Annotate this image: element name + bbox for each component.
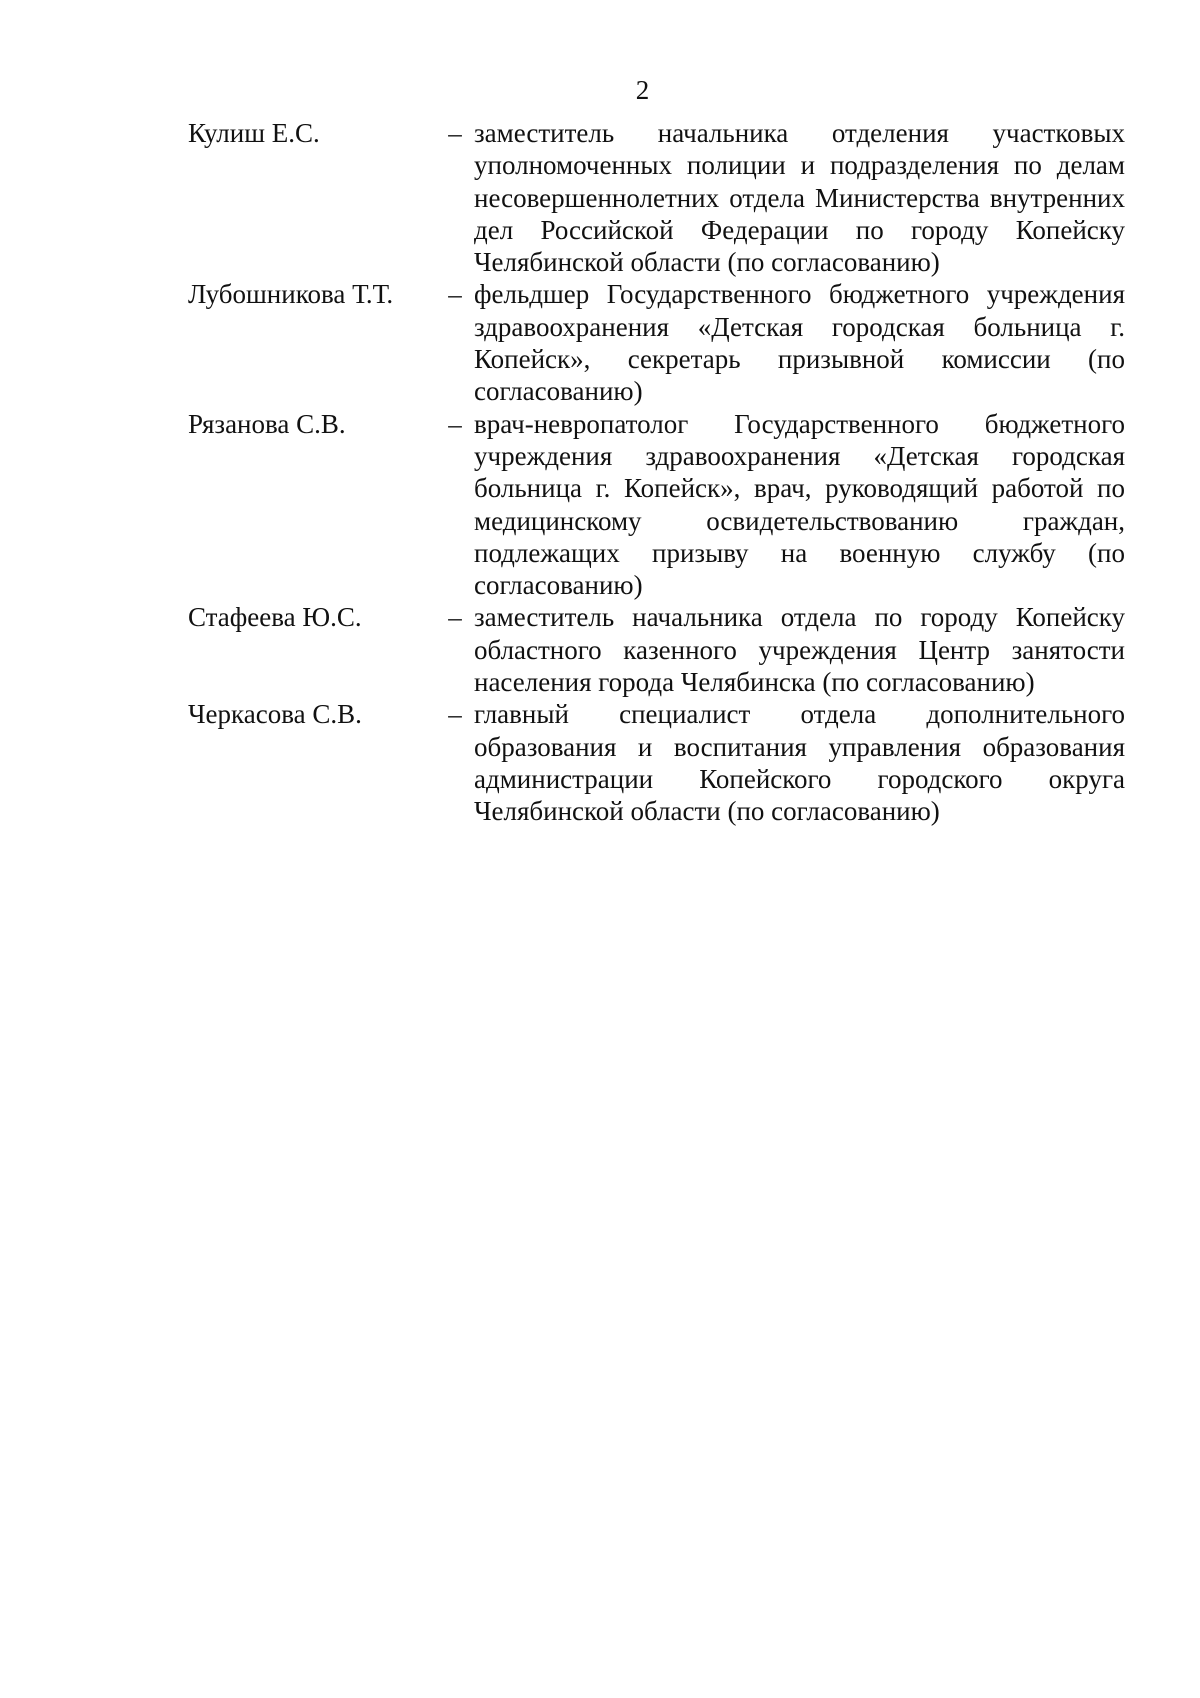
member-position: главный специалист отдела дополнительного образования и воспитания управления образования администрации Копейского городского округа Челябинской области (по согласованию) xyxy=(474,699,1125,827)
member-name: Стафеева Ю.С. xyxy=(188,602,362,633)
list-item xyxy=(188,698,1128,827)
dash-separator: – xyxy=(448,602,462,633)
member-position: заместитель начальника отделения участковых уполномоченных полиции и подразделения по делам несовершеннолетних отдела Министерства внутренних дел Российской Федерации по городу Копейску Челябинской области (по согласованию) xyxy=(474,118,1125,278)
member-name: Черкасова С.В. xyxy=(188,699,362,730)
page-number: 2 xyxy=(635,75,650,105)
members-list xyxy=(188,117,1128,828)
member-name: Лубошникова Т.Т. xyxy=(188,279,394,310)
member-position: заместитель начальника отдела по городу Копейску областного казенного учреждения Центр занятости населения города Челябинска (по согласованию) xyxy=(474,602,1125,698)
list-item xyxy=(188,117,1128,278)
list-item xyxy=(188,601,1128,698)
dash-separator: – xyxy=(448,408,462,439)
dash-separator: – xyxy=(448,699,462,730)
dash-separator: – xyxy=(448,118,462,148)
member-position: врач-невропатолог Государственного бюджетного учреждения здравоохранения «Детская городская больница г. Копейск», врач, руководящий работой по медицинскому освидетельствованию граждан, подлежащих призыву на военную службу (по согласованию) xyxy=(474,408,1125,601)
member-name: Кулиш Е.С. xyxy=(188,118,320,148)
list-item xyxy=(188,408,1128,602)
list-item xyxy=(188,278,1128,407)
member-name: Рязанова С.В. xyxy=(188,408,346,439)
dash-separator: – xyxy=(448,279,462,310)
member-position: фельдшер Государственного бюджетного учреждения здравоохранения «Детская городская больница г. Копейск», секретарь призывной комиссии (по согласованию) xyxy=(474,279,1125,407)
